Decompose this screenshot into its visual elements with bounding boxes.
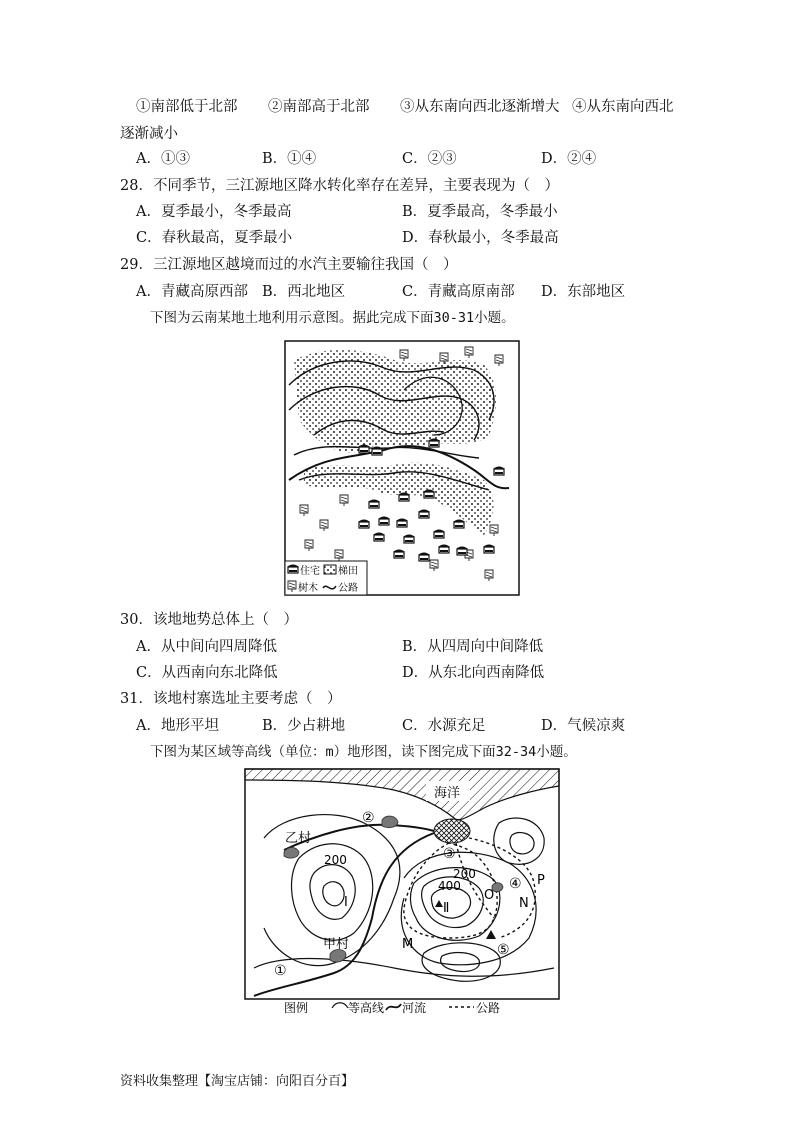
point-2-label: ② xyxy=(362,810,375,826)
q28-choice-b: B．夏季最高，冬季最小 xyxy=(402,204,558,220)
q30-stem: 30．该地地势总体上（ ） xyxy=(120,612,298,628)
figure-2-intro: 下图为某区域等高线（单位：m）地形图，读下图完成下面32-34小题。 xyxy=(150,744,577,760)
house-20 xyxy=(483,545,495,554)
q30-choice-b: B．从四周向中间降低 xyxy=(402,639,544,655)
legend-tree-label: 树木 xyxy=(298,583,318,594)
land-use-map xyxy=(284,340,520,596)
house-8 xyxy=(378,517,390,526)
house-6 xyxy=(398,493,410,502)
house-16 xyxy=(393,550,405,559)
figure-1-intro: 下图为云南某地土地利用示意图。据此完成下面30-31小题。 xyxy=(150,310,515,326)
legend-road-label: 公路 xyxy=(476,1001,501,1015)
q27-option-4: ④从东南向西北 xyxy=(572,99,674,115)
house-15 xyxy=(453,520,465,529)
footer-source: 资料收集整理【淘宝店铺：向阳百分百】 xyxy=(120,1074,355,1089)
q28-stem: 28．不同季节，三江源地区降水转化率存在差异，主要表现为（ ） xyxy=(120,178,559,194)
house-11 xyxy=(358,520,370,529)
house-10 xyxy=(418,510,430,519)
house-4 xyxy=(493,467,505,476)
q28-choice-a: A．夏季最小，冬季最高 xyxy=(136,204,292,220)
q30-choice-c: C．从西南向东北降低 xyxy=(136,665,278,681)
map2-legend-title: 图例 xyxy=(284,1001,309,1015)
contour-label-200-west: 200 xyxy=(324,853,347,867)
q27-option-2: ②南部高于北部 xyxy=(268,99,370,115)
house-13 xyxy=(403,535,415,544)
village-jia-label: 甲村 xyxy=(323,937,350,952)
house-14 xyxy=(433,530,445,539)
legend-road-label: 公路 xyxy=(338,583,358,594)
house-17 xyxy=(418,553,430,562)
point-4-label: ④ xyxy=(509,876,522,892)
q29-choice-b: B．西北地区 xyxy=(262,284,346,300)
q27-choice-d: D．②④ xyxy=(541,151,597,167)
contour-map xyxy=(244,768,560,1018)
q29-choice-c: C．青藏高原南部 xyxy=(402,284,515,300)
house-9 xyxy=(396,519,408,528)
legend-house-label: 住宅 xyxy=(300,566,320,577)
q31-choice-a: A．地形平坦 xyxy=(136,718,219,734)
legend-river-label: 河流 xyxy=(402,1001,427,1015)
q27-choice-a: A．①③ xyxy=(136,151,190,167)
q30-choice-a: A．从中间向四周降低 xyxy=(136,639,277,655)
q27-choice-b: B．①④ xyxy=(262,151,317,167)
house-19 xyxy=(456,547,468,556)
q30-choice-d: D．从东北向西南降低 xyxy=(402,665,545,681)
house-18 xyxy=(438,545,450,554)
point-P-label: P xyxy=(537,873,545,888)
q31-choice-c: C．水源充足 xyxy=(402,718,486,734)
point-N-label: N xyxy=(519,896,529,911)
q28-choice-c: C．春秋最高，夏季最小 xyxy=(136,230,293,246)
legend-terrace-icon xyxy=(324,565,336,574)
village-yi-marker xyxy=(284,848,299,859)
legend-terrace-label: 梯田 xyxy=(338,566,358,577)
wetland-mouth xyxy=(434,819,470,843)
q27-option-1: ①南部低于北部 xyxy=(136,99,238,115)
point-I-label: I xyxy=(344,895,348,910)
location-2-marker xyxy=(382,816,398,828)
house-7 xyxy=(423,490,435,499)
point-1-label: ① xyxy=(274,963,287,979)
house-3 xyxy=(428,439,440,448)
house-1 xyxy=(358,445,370,454)
q31-choice-b: B．少占耕地 xyxy=(262,718,346,734)
ocean-label: 海洋 xyxy=(434,786,461,801)
house-2 xyxy=(371,447,383,456)
point-O-label: O xyxy=(484,888,495,903)
q31-choice-d: D．气候凉爽 xyxy=(541,718,626,734)
q27-option-3: ③从东南向西北逐渐增大 xyxy=(400,99,560,115)
house-12 xyxy=(373,533,385,542)
q27-choice-c: C．②③ xyxy=(402,151,457,167)
q29-choice-d: D．东部地区 xyxy=(541,284,626,300)
q29-choice-a: A．青藏高原西部 xyxy=(136,284,248,300)
house-5 xyxy=(368,500,380,509)
q29-stem: 29．三江源地区越境而过的水汽主要输往我国（ ） xyxy=(120,257,458,273)
village-yi-label: 乙村 xyxy=(285,831,312,846)
legend-river-icon xyxy=(386,1004,401,1010)
point-M-label: M xyxy=(402,937,414,952)
contour-label-200-east: 200 xyxy=(453,867,476,881)
legend-contour-icon xyxy=(332,1003,348,1008)
point-3-label: ③ xyxy=(443,846,456,862)
legend-house-icon xyxy=(287,565,299,574)
q31-stem: 31．该地村寨选址主要考虑（ ） xyxy=(120,691,342,707)
q27-option-4-continued: 逐渐减小 xyxy=(120,126,178,142)
q28-choice-d: D．春秋最小，冬季最高 xyxy=(402,230,559,246)
point-II-label: Ⅱ xyxy=(443,901,450,916)
point-5-label: ⑤ xyxy=(497,942,510,958)
legend-contour-label: 等高线 xyxy=(348,1001,385,1015)
contour-label-400: 400 xyxy=(438,879,461,893)
